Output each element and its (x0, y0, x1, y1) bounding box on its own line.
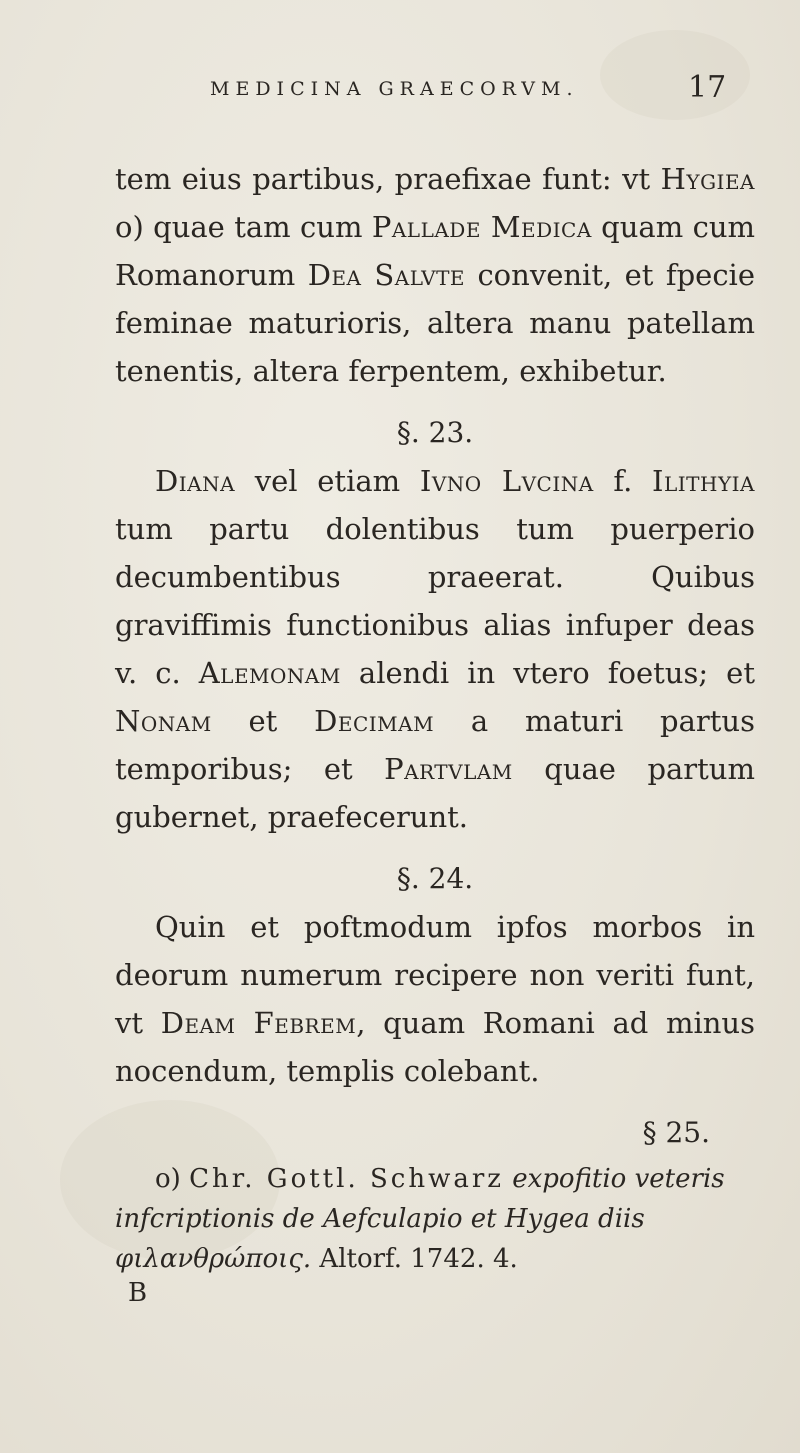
section-mark-23: §. 23. (396, 416, 474, 449)
footnote-marker: o) (155, 1164, 181, 1194)
text-run: quae partum gubernet, praefecerunt. (115, 752, 755, 834)
proper-name: Alemonam (198, 656, 341, 690)
text-run: vel etiam (235, 464, 420, 498)
text-run: a maturi partus temporibus; et (115, 704, 755, 786)
footnote-imprint: Altorf. 1742. 4. (319, 1244, 518, 1274)
footnote-title: expofitio veteris infcriptionis de Aefculapio et Hygea diis (115, 1164, 725, 1234)
proper-name: Dea Salvte (307, 258, 466, 292)
proper-name: Pallade Medica (371, 210, 592, 244)
text-run: f. (593, 464, 653, 498)
text-run: convenit, et fpecie feminae maturioris, altera manu patellam tenentis, altera ferpentem, exhibetur. (115, 258, 755, 388)
text-run: et (211, 704, 315, 738)
text-run: Quin et poftmodum ipfos morbos in deorum numerum recipere non veriti funt, vt (115, 910, 755, 1040)
paper-stain (600, 30, 750, 120)
text-run: tum partu dolentibus tum puerperio decumbentibus praeerat. Quibus graviffimis functionibus alias infuper deas v. c. (115, 512, 755, 690)
proper-name: Hygiea (660, 162, 755, 196)
text-run: alendi in vtero foetus; et (340, 656, 755, 690)
text-run: tem eius partibus, praefixae funt: vt (115, 162, 661, 196)
proper-name: Ilithyia (652, 464, 755, 498)
proper-name: Nonam (115, 704, 212, 738)
section-mark-24: §. 24. (396, 862, 474, 895)
proper-name: Diana (155, 464, 236, 498)
proper-name: Partvlam (384, 752, 513, 786)
proper-name: Ivno Lvcina (419, 464, 594, 498)
catchword: § 25. (642, 1116, 710, 1149)
page-number: 17 (688, 70, 727, 105)
signature-mark: B (128, 1278, 148, 1308)
paragraph-febris (115, 903, 755, 1095)
proper-name: Deam Febrem (160, 1006, 357, 1040)
footnote-greek: φιλανθρώποις. (115, 1244, 312, 1274)
running-title: MEDICINA GRAECORVM. (210, 78, 579, 100)
footnote-o (115, 1159, 755, 1279)
paragraph-diana (115, 457, 755, 841)
proper-name: Decimam (314, 704, 435, 738)
paragraph-hygiea (115, 155, 755, 395)
footnote-author: Chr. Gottl. Schwarz (189, 1164, 504, 1194)
text-run: , quam Romani ad minus nocendum, templis colebant. (115, 1006, 755, 1088)
text-run: o) quae tam cum (115, 210, 372, 244)
text-run: quam cum Romanorum (115, 210, 755, 292)
page-body (115, 155, 755, 1279)
